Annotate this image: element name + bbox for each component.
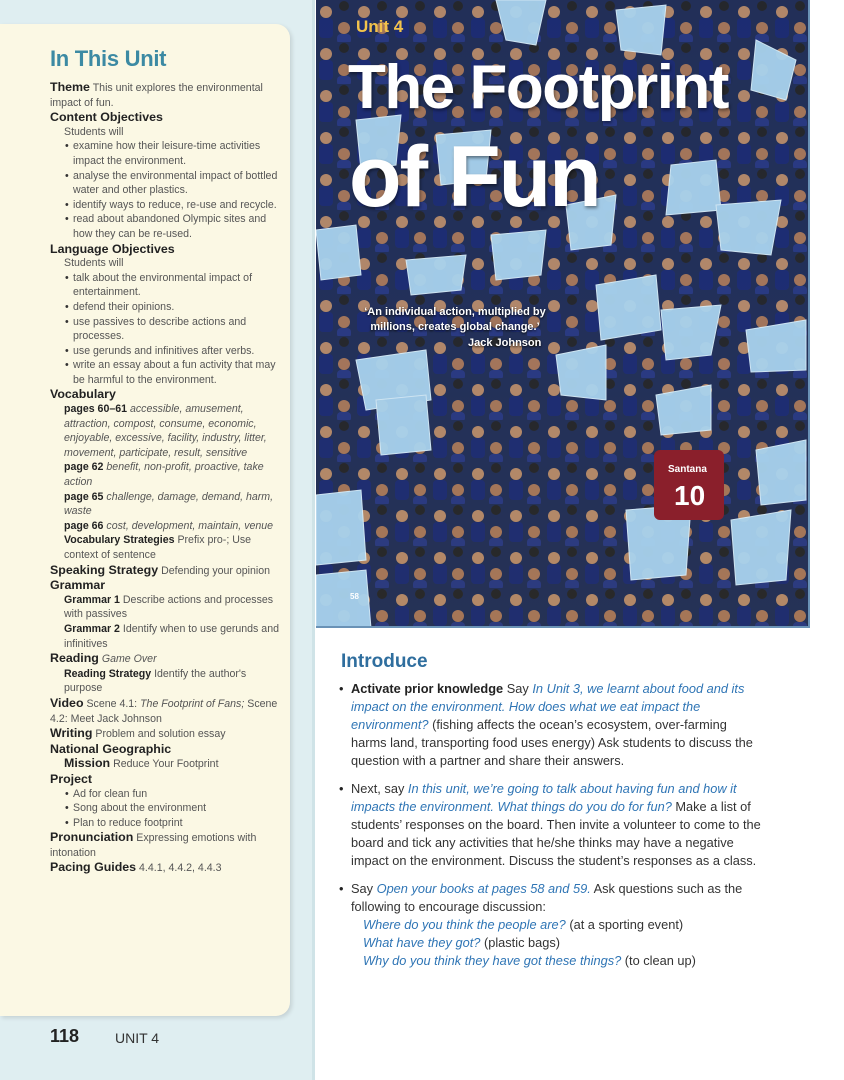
project-section: Project • Ad for clean fun • Song about the environment • Plan to reduce footprint: [50, 772, 282, 830]
page-number: 118: [50, 1026, 80, 1046]
writing-section: Writing Problem and solution essay: [50, 726, 226, 741]
introduce-bullet: • Next, say In this unit, we’re going to talk about having fun and how it impacts the environment. What things do you do for fun? Make a list of students’ responses on the board. Then invite a volunteer to come to the board and tick any activities that he/she thinks may have a negative impact on the environment. Discuss the student’s responses as a class.: [339, 780, 764, 870]
grammar-section: Grammar Grammar 1 Describe actions and processes with passives Grammar 2 Identify when to use gerunds and infinitives: [50, 578, 279, 650]
list-item: • identify ways to reduce, re-use and recycle.: [50, 198, 282, 213]
speaking-section: Speaking Strategy Defending your opinion: [50, 562, 271, 577]
introduce-body: [339, 680, 764, 980]
content-objectives-section: Content Objectives Students will • examine how their leisure-time activities impact the environment. • analyse the environmental impact of bottled water and other plastics. • identify ways to reduce, re-use and recycle. • read about abandoned Olympic sites and how they can be re-used.: [50, 110, 282, 241]
svg-text:Santana: Santana: [668, 464, 707, 475]
question-line: Where do you think the people are? (at a sporting event): [363, 917, 684, 932]
unit-title-line2: of Fun: [349, 129, 600, 225]
question-line: Why do you think they have got these things? (to clean up): [363, 953, 696, 968]
reading-section: Reading Game Over Reading Strategy Identify the author's purpose: [50, 651, 247, 695]
introduce-bullet: • Activate prior knowledge Say In Unit 3, we learnt about food and its impact on the environment. How does what we eat impact the environment? (fishing affects the ocean’s ecosystem, over-farming harms land, transporting food uses energy) Ask students to discuss the question with a partner and share their answers.: [339, 680, 764, 770]
question-line: What have they got? (plastic bags): [363, 935, 561, 950]
language-objectives-section: Language Objectives Students will • talk about the environmental impact of entertainment. • defend their opinions. • use passives to describe actions and processes. • use gerunds and infinitives after verbs. • write an essay about a fun activity that may be harmful to the environment.: [50, 242, 282, 388]
list-item: • defend their opinions.: [50, 300, 282, 315]
mission-section: National Geographic Mission Reduce Your Footprint: [50, 741, 219, 771]
list-item: • read about abandoned Olympic sites and how they can be re-used.: [50, 212, 282, 241]
panel-title: In This Unit: [50, 46, 167, 71]
video-section: Video Scene 4.1: The Footprint of Fans; Scene 4.2: Meet Jack Johnson: [50, 695, 278, 725]
introduce-bullet: • Say Open your books at pages 58 and 59. Ask questions such as the following to encourage discussion: Where do you think the people are? (at a sporting event) What have they got? (plastic bags) Why do you think they have got these things? (to clean up): [339, 880, 764, 970]
panel-body: [50, 80, 282, 876]
svg-text:10: 10: [674, 480, 706, 511]
list-item: • talk about the environmental impact of entertainment.: [50, 271, 282, 300]
list-item: • write an essay about a fun activity that may be harmful to the environment.: [50, 358, 282, 387]
pronunciation-section: Pronunciation Expressing emotions with intonation: [50, 830, 257, 859]
list-item: • use gerunds and infinitives after verbs.: [50, 344, 282, 359]
quote-text: ‘An individual action, multiplied by millions, creates global change.’: [364, 306, 546, 333]
list-item: • Plan to reduce footprint: [50, 816, 282, 831]
list-item: • examine how their leisure-time activities impact the environment.: [50, 139, 282, 168]
theme-section: Theme This unit explores the environmental impact of fun.: [50, 80, 263, 109]
pacing-section: Pacing Guides 4.4.1, 4.4.2, 4.4.3: [50, 860, 222, 875]
list-item: • use passives to describe actions and processes.: [50, 315, 282, 344]
unit-label: Unit 4: [356, 17, 404, 36]
list-item: • Song about the environment: [50, 801, 282, 816]
margin-divider: [312, 0, 315, 1080]
introduce-heading: Introduce: [341, 651, 428, 672]
jersey-graphic: [654, 450, 724, 520]
photo-page-number: 58: [350, 592, 359, 601]
list-item: • Ad for clean fun: [50, 787, 282, 802]
vocabulary-section: Vocabulary pages 60–61 accessible, amusement, attraction, compost, consume, economic, enjoyable, excessive, facility, industry, litter, movement, participate, result, sensitive page 62 benefit, non-profit, proactive, take action page 65 challenge, damage, demand, harm, waste page 66 cost, development, maintain, venue Vocabulary Strategies Prefix pro-; Use context of sentence: [50, 387, 274, 561]
list-item: • analyse the environmental impact of bottled water and other plastics.: [50, 169, 282, 198]
quote-author: Jack Johnson: [468, 337, 542, 349]
page-unit-label: UNIT 4: [115, 1030, 160, 1046]
unit-title-line1: The Footprint: [348, 53, 728, 122]
